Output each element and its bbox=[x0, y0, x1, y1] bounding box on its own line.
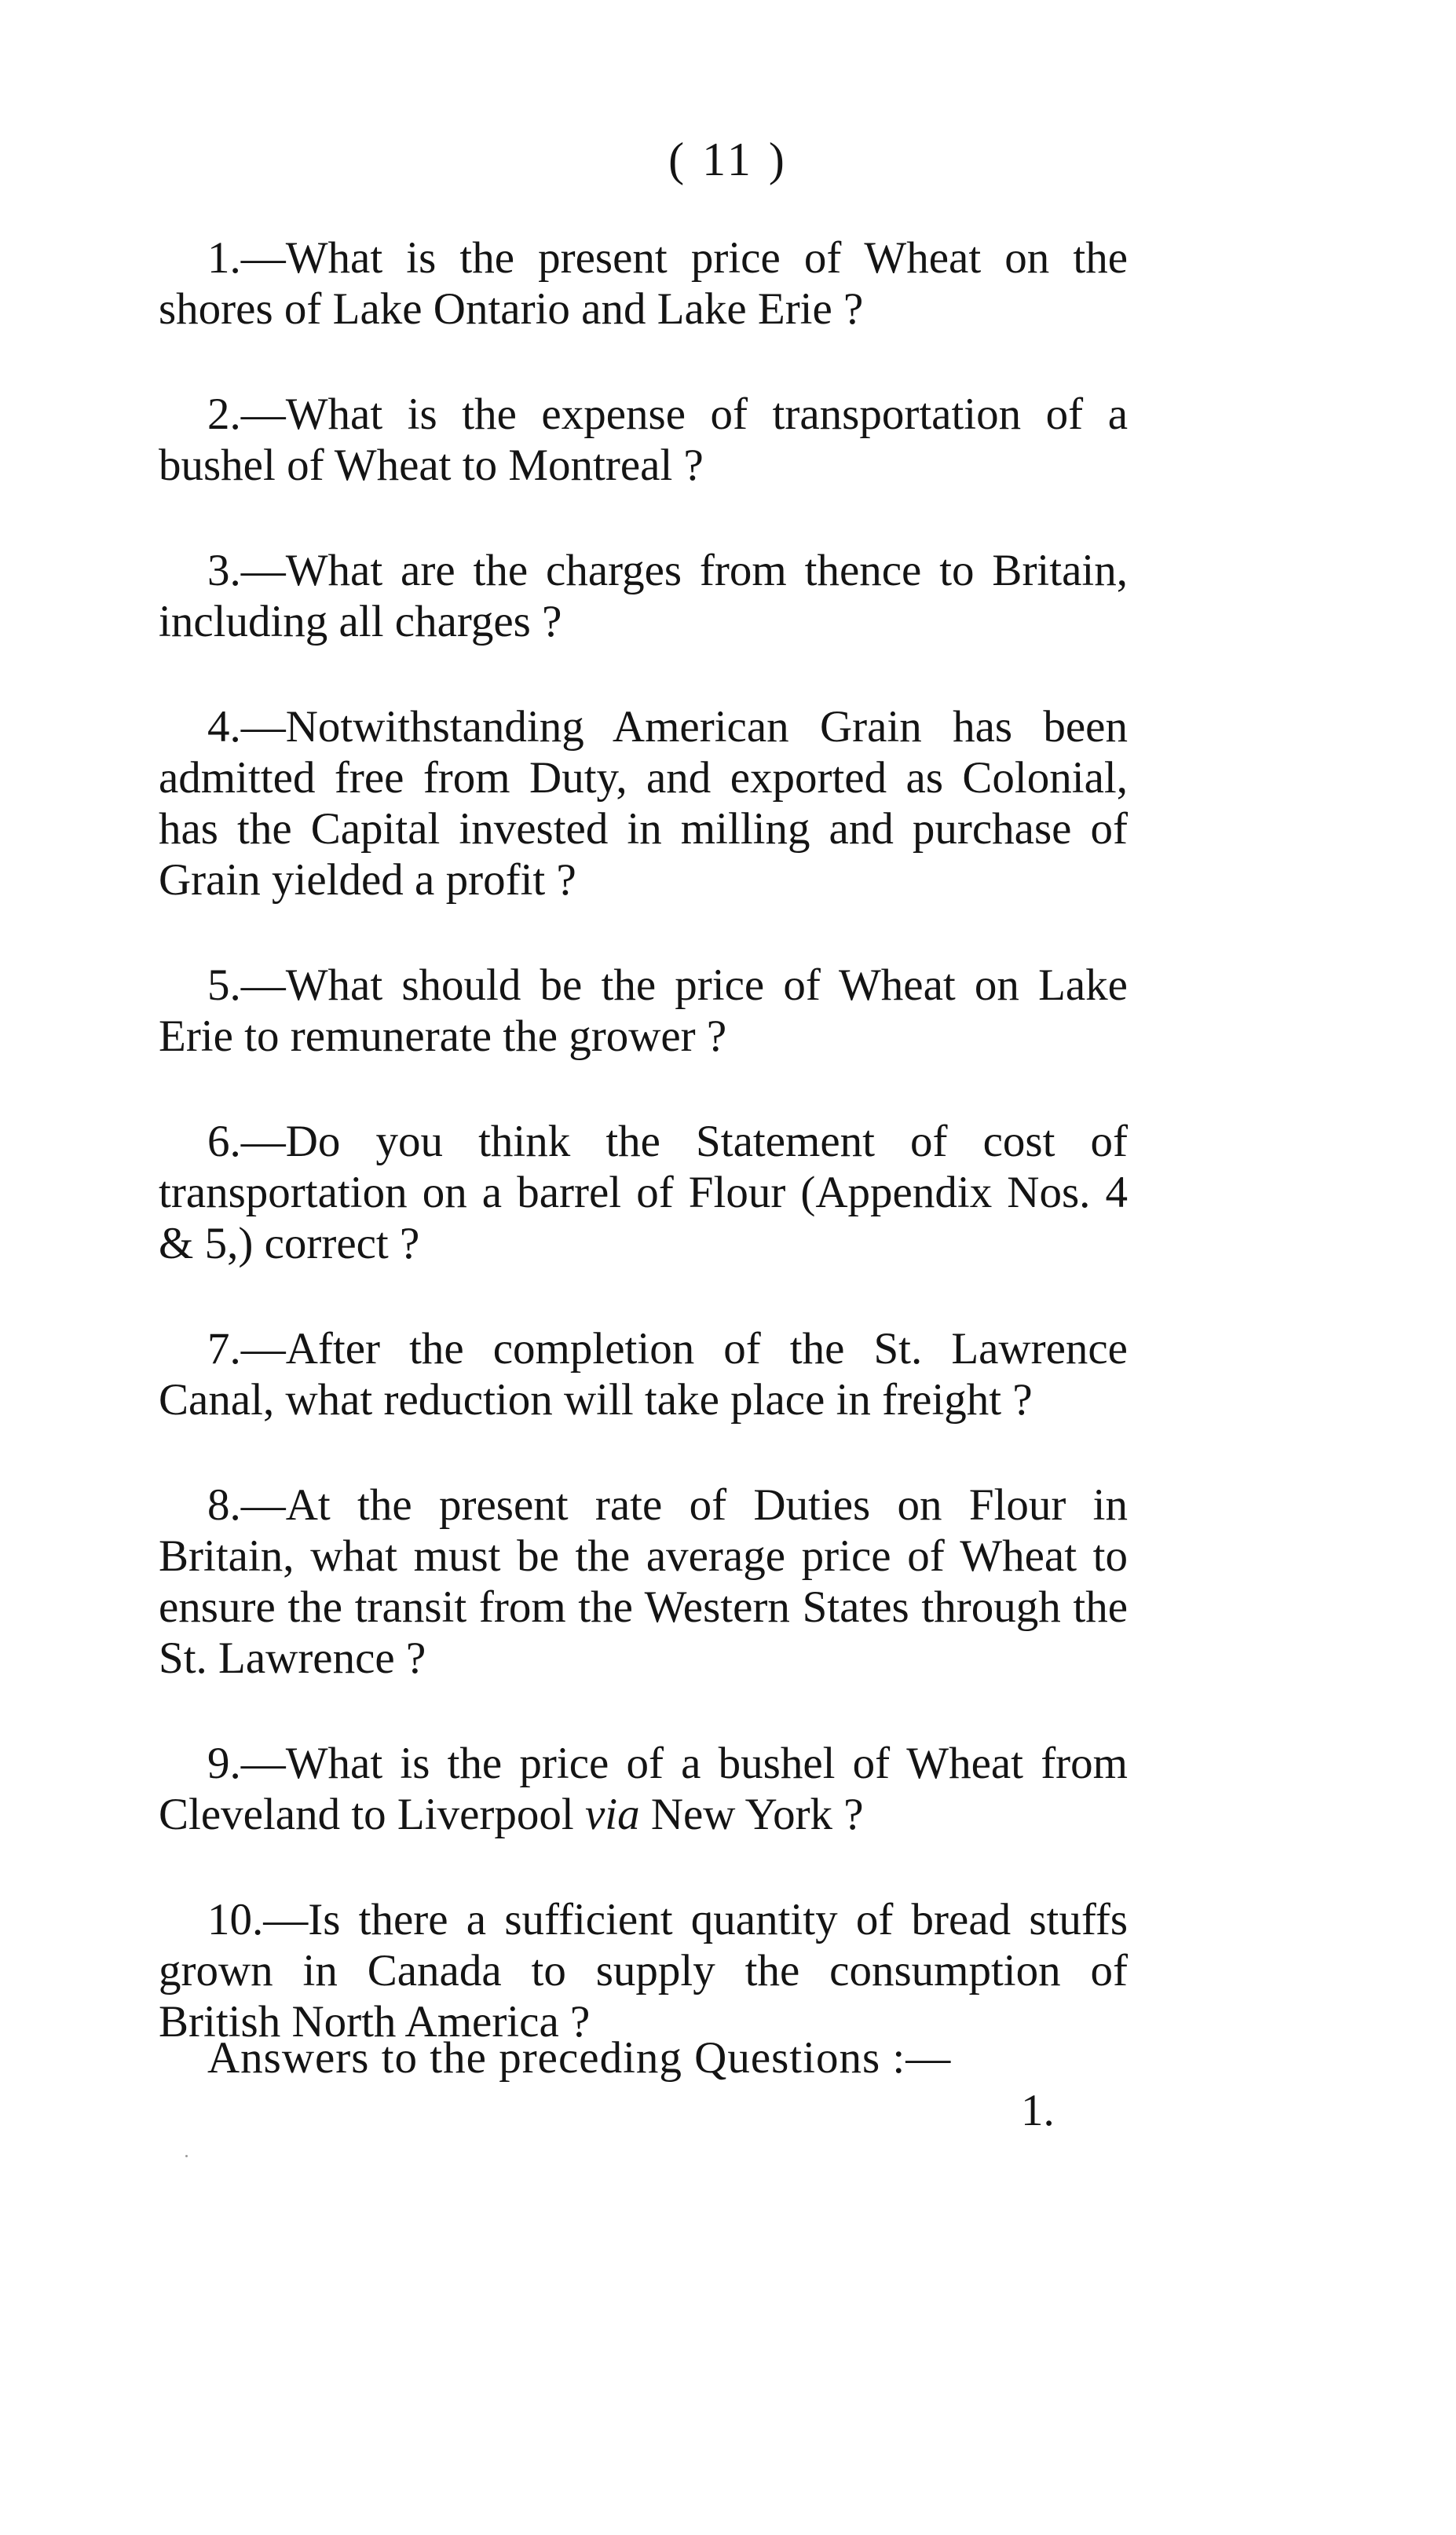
question-number: 6. bbox=[207, 1117, 241, 1166]
question-text: —What is the present price of Wheat on the shores of Lake Ontario and Lake Erie ? bbox=[159, 233, 1128, 334]
question-8 bbox=[159, 1480, 1128, 1684]
question-number: 5. bbox=[207, 960, 241, 1010]
catchword: 1. bbox=[1021, 2086, 1055, 2135]
question-3 bbox=[159, 545, 1128, 647]
question-text: —What are the charges from thence to Britain, including all charges ? bbox=[159, 546, 1128, 646]
question-number: 10. bbox=[207, 1895, 264, 1944]
question-text: —What should be the price of Wheat on Lake Erie to remunerate the grower ? bbox=[159, 960, 1128, 1061]
question-number: 7. bbox=[207, 1324, 241, 1374]
question-9 bbox=[159, 1738, 1128, 1840]
question-text: —Is there a sufficient quantity of bread stuffs grown in Canada to supply the consumption of British North America ? bbox=[159, 1895, 1128, 2047]
answers-heading: Answers to the preceding Questions :— bbox=[207, 2033, 952, 2083]
question-7 bbox=[159, 1323, 1128, 1425]
page-number: ( 11 ) bbox=[668, 134, 788, 185]
question-1 bbox=[159, 232, 1128, 335]
question-6 bbox=[159, 1116, 1128, 1269]
question-5 bbox=[159, 960, 1128, 1062]
question-text: —Notwithstanding American Grain has been admitted free from Duty, and exported as Colonial, has the Capital invested in milling and purchase of Grain yielded a profit ? bbox=[159, 702, 1128, 905]
question-number: 8. bbox=[207, 1480, 241, 1530]
question-text: —What is the expense of transportation of a bushel of Wheat to Montreal ? bbox=[159, 390, 1128, 490]
question-10 bbox=[159, 1894, 1128, 2047]
question-number: 2. bbox=[207, 390, 241, 439]
question-number: 4. bbox=[207, 702, 241, 752]
question-2 bbox=[159, 389, 1128, 491]
question-text: —After the completion of the St. Lawrence Canal, what reduction will take place in freight ? bbox=[159, 1324, 1128, 1425]
question-text-end: New York ? bbox=[639, 1790, 864, 1839]
question-text: —Do you think the Statement of cost of transportation on a barrel of Flour (Appendix Nos. 4 & 5,) correct ? bbox=[159, 1117, 1128, 1268]
question-number: 9. bbox=[207, 1739, 241, 1788]
question-4 bbox=[159, 701, 1128, 905]
print-speck bbox=[185, 2155, 188, 2157]
question-text: —What is the price of a bushel of Wheat from Cleveland to Liverpool bbox=[159, 1739, 1128, 1839]
question-number: 1. bbox=[207, 233, 241, 283]
question-text-italic: via bbox=[584, 1790, 640, 1839]
question-number: 3. bbox=[207, 546, 241, 595]
question-list bbox=[159, 232, 1128, 2102]
question-text: —At the present rate of Duties on Flour in Britain, what must be the average price of Wheat to ensure the transit from the Western States through the St. Lawrence ? bbox=[159, 1480, 1128, 1683]
